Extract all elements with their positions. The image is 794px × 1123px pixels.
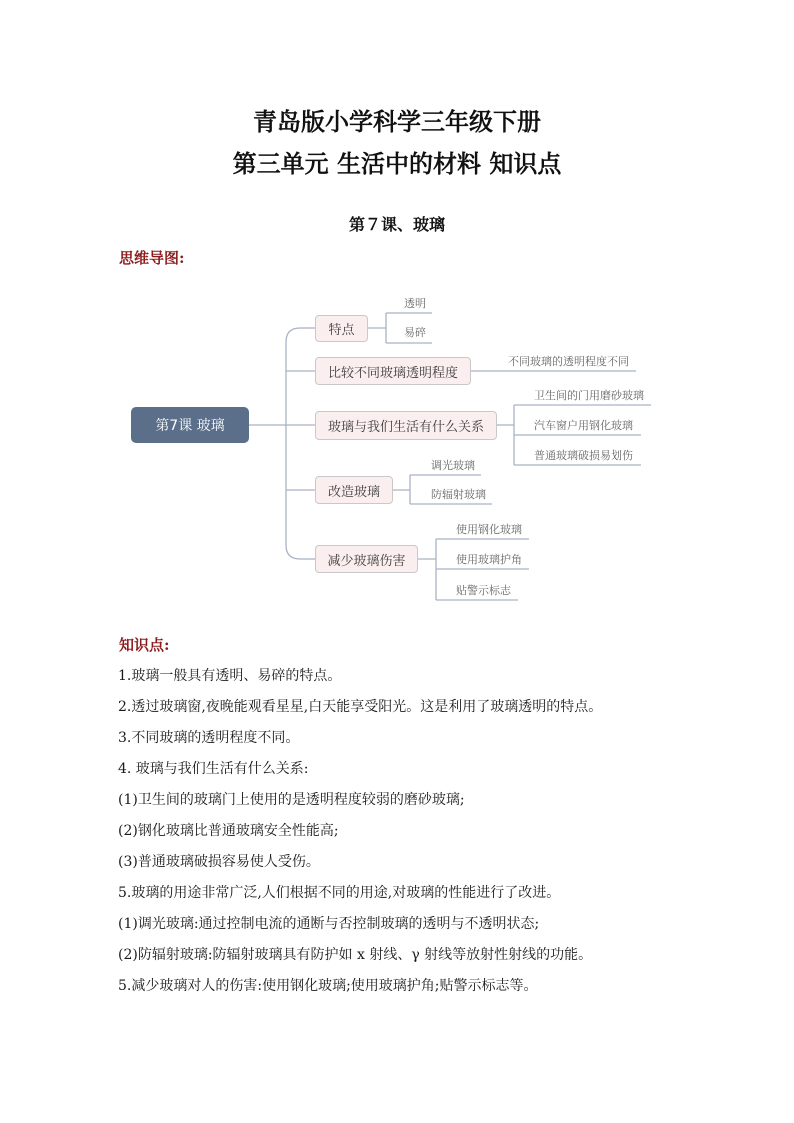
lesson-heading: 第７课、玻璃: [348, 215, 445, 234]
knowledge-point: 5.减少玻璃对人的伤害:使用钢化玻璃;使用玻璃护角;贴警示标志等。: [118, 978, 538, 994]
mindmap-branch-reduce-harm: 减少玻璃伤害: [315, 545, 418, 573]
knowledge-point: 3.不同玻璃的透明程度不同。: [118, 730, 300, 746]
mindmap-root: 第7课 玻璃: [131, 407, 249, 443]
knowledge-point: 1.玻璃一般具有透明、易碎的特点。: [118, 668, 342, 684]
knowledge-label: 知识点:: [119, 636, 170, 654]
mindmap-leaf: 不同玻璃的透明程度不同: [508, 355, 629, 368]
mindmap-leaf: 卫生间的门用磨砂玻璃: [534, 389, 644, 402]
mindmap-leaf: 防辐射玻璃: [431, 488, 486, 501]
mindmap-branch-transparency: 比较不同玻璃透明程度: [315, 357, 471, 385]
mindmap-leaf: 使用玻璃护角: [456, 553, 522, 566]
mindmap-branch-features: 特点: [315, 315, 368, 342]
knowledge-point: (2)防辐射玻璃:防辐射玻璃具有防护如 x 射线、γ 射线等放射性射线的功能。: [118, 947, 593, 963]
connector-trunk: [286, 328, 300, 559]
mindmap-leaf: 透明: [404, 297, 426, 310]
mindmap-leaf: 普通玻璃破损易划伤: [534, 449, 633, 462]
mindmap-label: 思维导图:: [119, 249, 185, 267]
mindmap-leaf: 汽车窗户用钢化玻璃: [534, 419, 633, 432]
knowledge-point: (1)调光玻璃:通过控制电流的通断与否控制玻璃的透明与不透明状态;: [118, 916, 540, 932]
mindmap-branch-life-relation: 玻璃与我们生活有什么关系: [315, 411, 497, 440]
knowledge-point: (1)卫生间的玻璃门上使用的是透明程度较弱的磨砂玻璃;: [118, 792, 465, 808]
knowledge-point: 2.透过玻璃窗,夜晚能观看星星,白天能享受阳光。这是利用了玻璃透明的特点。: [118, 699, 603, 715]
mindmap-branch-improve: 改造玻璃: [315, 476, 393, 504]
mindmap-leaf: 使用钢化玻璃: [456, 523, 522, 536]
knowledge-point: 4. 玻璃与我们生活有什么关系:: [118, 761, 309, 777]
mindmap-leaf: 贴警示标志: [456, 584, 511, 597]
document-title: 青岛版小学科学三年级下册: [253, 108, 541, 136]
knowledge-point: 5.玻璃的用途非常广泛,人们根据不同的用途,对玻璃的性能进行了改进。: [118, 885, 561, 901]
document-subtitle: 第三单元 生活中的材料 知识点: [232, 150, 562, 178]
knowledge-point: (3)普通玻璃破损容易使人受伤。: [118, 854, 320, 870]
knowledge-point: (2)钢化玻璃比普通玻璃安全性能高;: [118, 823, 339, 839]
mindmap-leaf: 易碎: [404, 326, 426, 339]
mindmap-leaf: 调光玻璃: [431, 459, 475, 472]
